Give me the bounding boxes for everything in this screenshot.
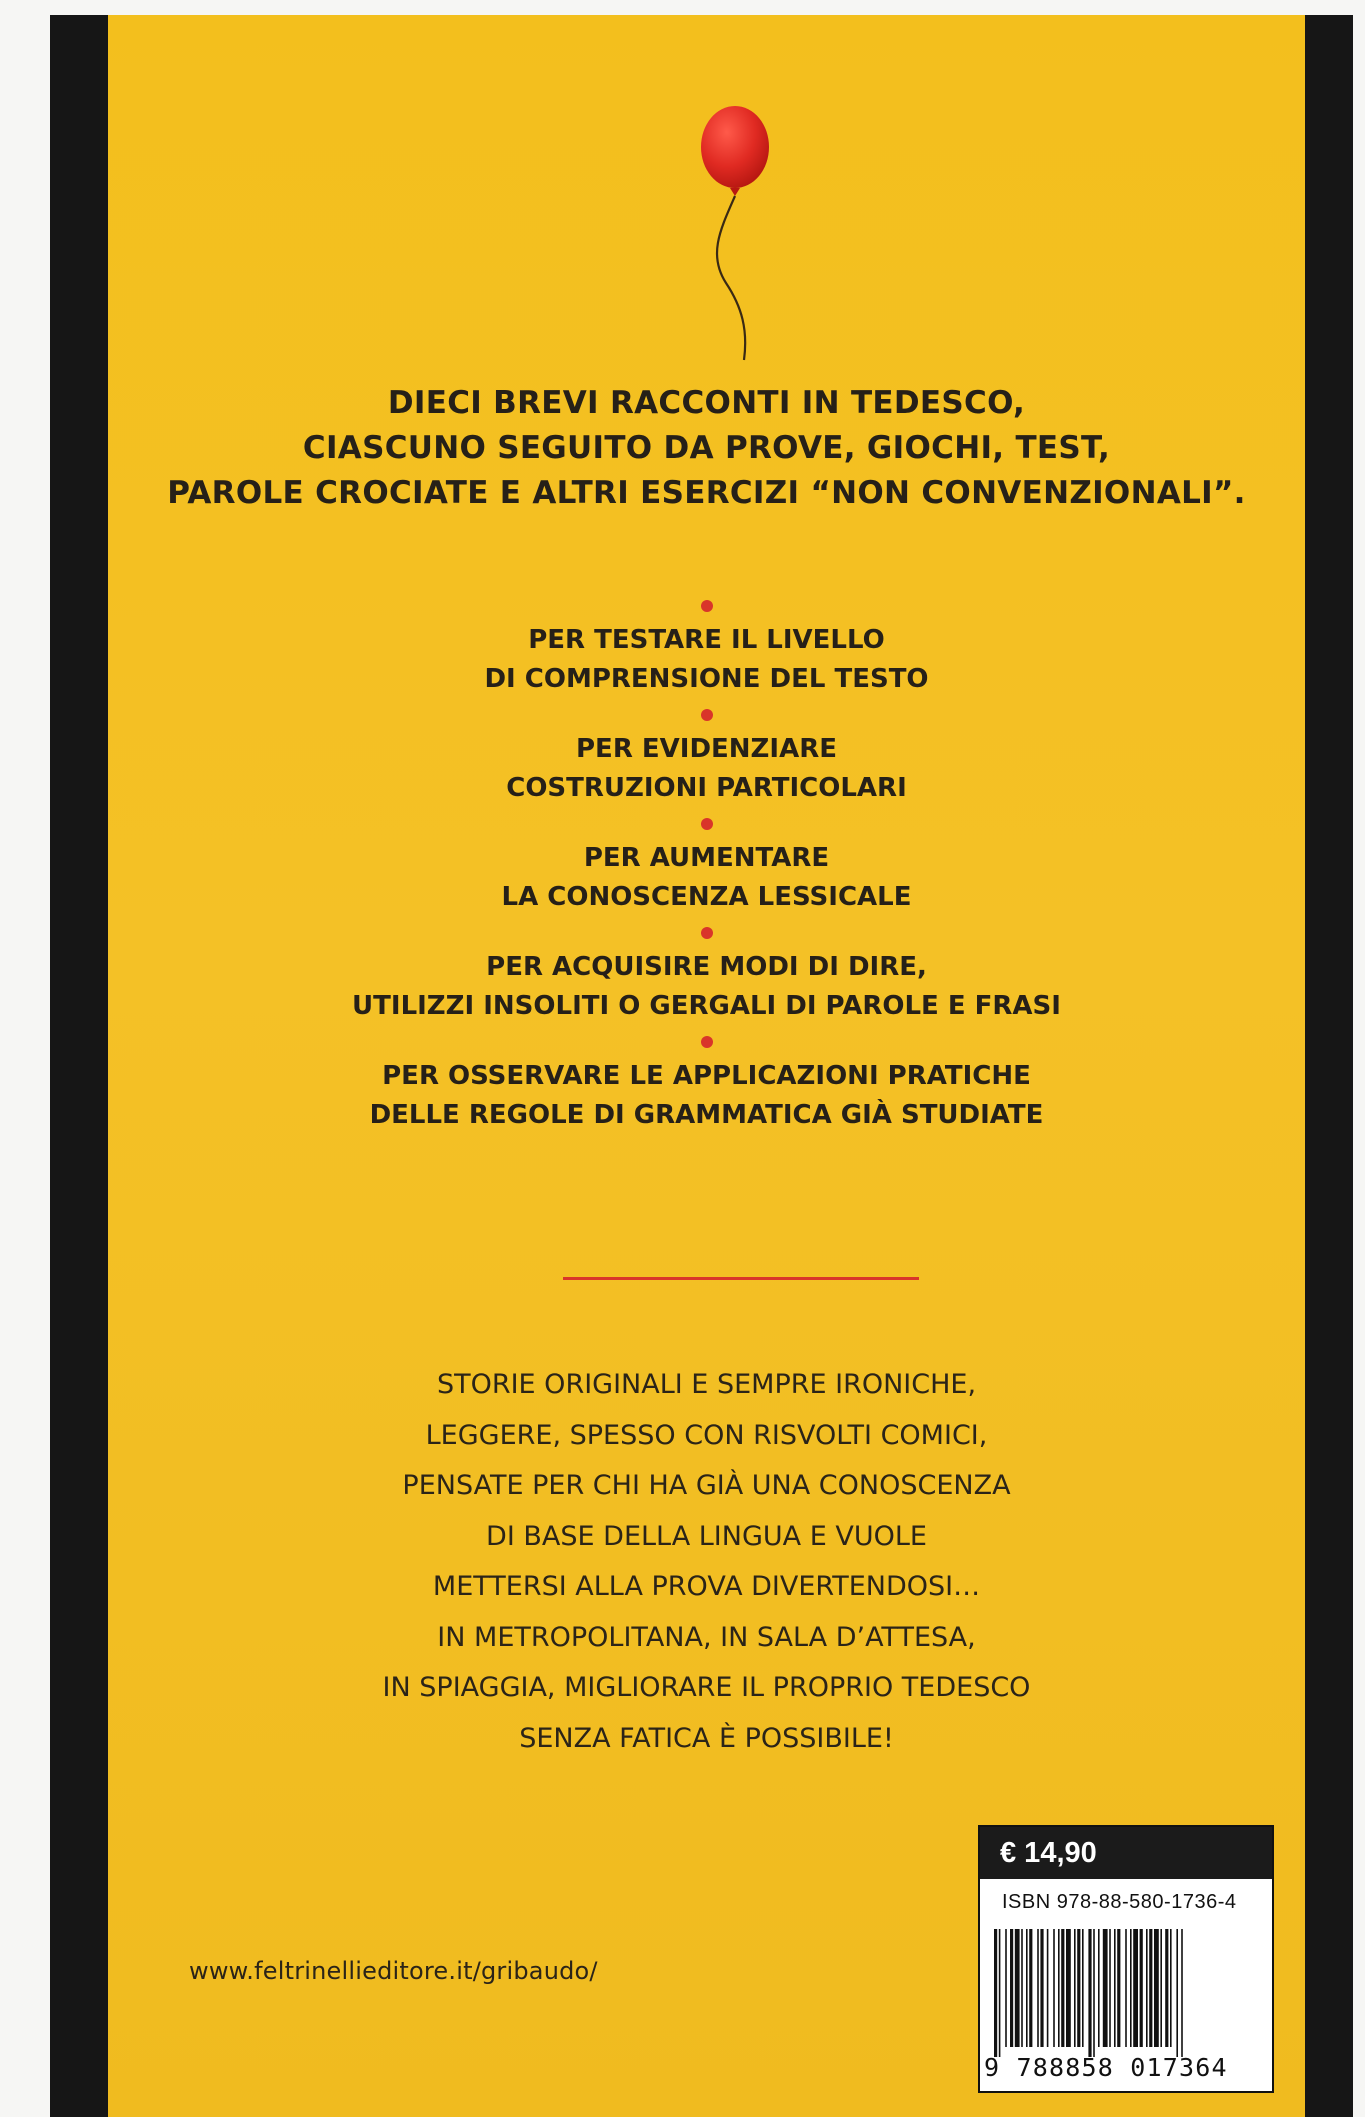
bullet-dot-icon <box>701 1036 713 1048</box>
feature-line: DI COMPRENSIONE DEL TESTO <box>484 664 929 694</box>
bullet-dot-icon <box>701 927 713 939</box>
lead-line: PAROLE CROCIATE E ALTRI ESERCIZI “NON CONVENZIONALI”. <box>167 475 1246 511</box>
cover-panel <box>108 15 1305 2117</box>
bullet-dot-icon <box>701 818 713 830</box>
lead-line: DIECI BREVI RACCONTI IN TEDESCO, <box>387 385 1026 421</box>
feature-line: DELLE REGOLE DI GRAMMATICA GIÀ STUDIATE <box>369 1100 1044 1130</box>
feature-item <box>108 1057 1305 1135</box>
blurb-line: STORIE ORIGINALI E SEMPRE IRONICHE, <box>436 1369 977 1400</box>
isbn-label: ISBN 978-88-580-1736-4 <box>1002 1891 1237 1913</box>
blurb-line: SENZA FATICA È POSSIBILE! <box>519 1722 894 1754</box>
feature-line: LA CONOSCENZA LESSICALE <box>501 882 912 912</box>
lead-line: CIASCUNO SEGUITO DA PROVE, GIOCHI, TEST, <box>302 430 1111 466</box>
feature-line: PER EVIDENZIARE <box>576 734 837 764</box>
feature-line: COSTRUZIONI PARTICOLARI <box>506 773 907 803</box>
blurb-line: PENSATE PER CHI HA GIÀ UNA CONOSCENZA <box>402 1470 1011 1501</box>
barcode-icon <box>992 1929 1260 2057</box>
feature-line: PER ACQUISIRE MODI DI DIRE, <box>486 952 927 982</box>
blurb-text <box>108 1360 1305 1764</box>
price-barcode-box <box>978 1825 1274 2093</box>
lead-text <box>108 381 1305 516</box>
balloon-icon <box>108 15 1305 375</box>
blurb-line: METTERSI ALLA PROVA DIVERTENDOSI… <box>432 1571 981 1602</box>
feature-item <box>108 730 1305 808</box>
feature-item <box>108 839 1305 917</box>
blurb-line: IN SPIAGGIA, MIGLIORARE IL PROPRIO TEDESCO <box>382 1672 1031 1703</box>
feature-list <box>108 600 1305 1145</box>
bullet-dot-icon <box>701 709 713 721</box>
feature-item <box>108 948 1305 1026</box>
blurb-line: DI BASE DELLA LINGUA E VUOLE <box>486 1520 927 1552</box>
feature-line: UTILIZZI INSOLITI O GERGALI DI PAROLE E FRASI <box>352 991 1061 1021</box>
feature-line: PER OSSERVARE LE APPLICAZIONI PRATICHE <box>382 1061 1031 1091</box>
barcode-digits: 9 788858 017364 <box>984 2053 1228 2082</box>
bullet-dot-icon <box>701 600 713 612</box>
book-back-cover <box>50 15 1353 2117</box>
publisher-url: www.feltrinellieditore.it/gribaudo/ <box>189 1957 598 1985</box>
balloon-illustration <box>108 15 1305 375</box>
price-label: € 14,90 <box>980 1827 1272 1879</box>
red-divider <box>563 1277 919 1280</box>
blurb-line: LEGGERE, SPESSO CON RISVOLTI COMICI, <box>425 1419 988 1451</box>
feature-line: PER AUMENTARE <box>583 843 830 873</box>
feature-item <box>108 621 1305 699</box>
feature-line: PER TESTARE IL LIVELLO <box>528 625 885 655</box>
blurb-line: IN METROPOLITANA, IN SALA D’ATTESA, <box>437 1621 976 1653</box>
